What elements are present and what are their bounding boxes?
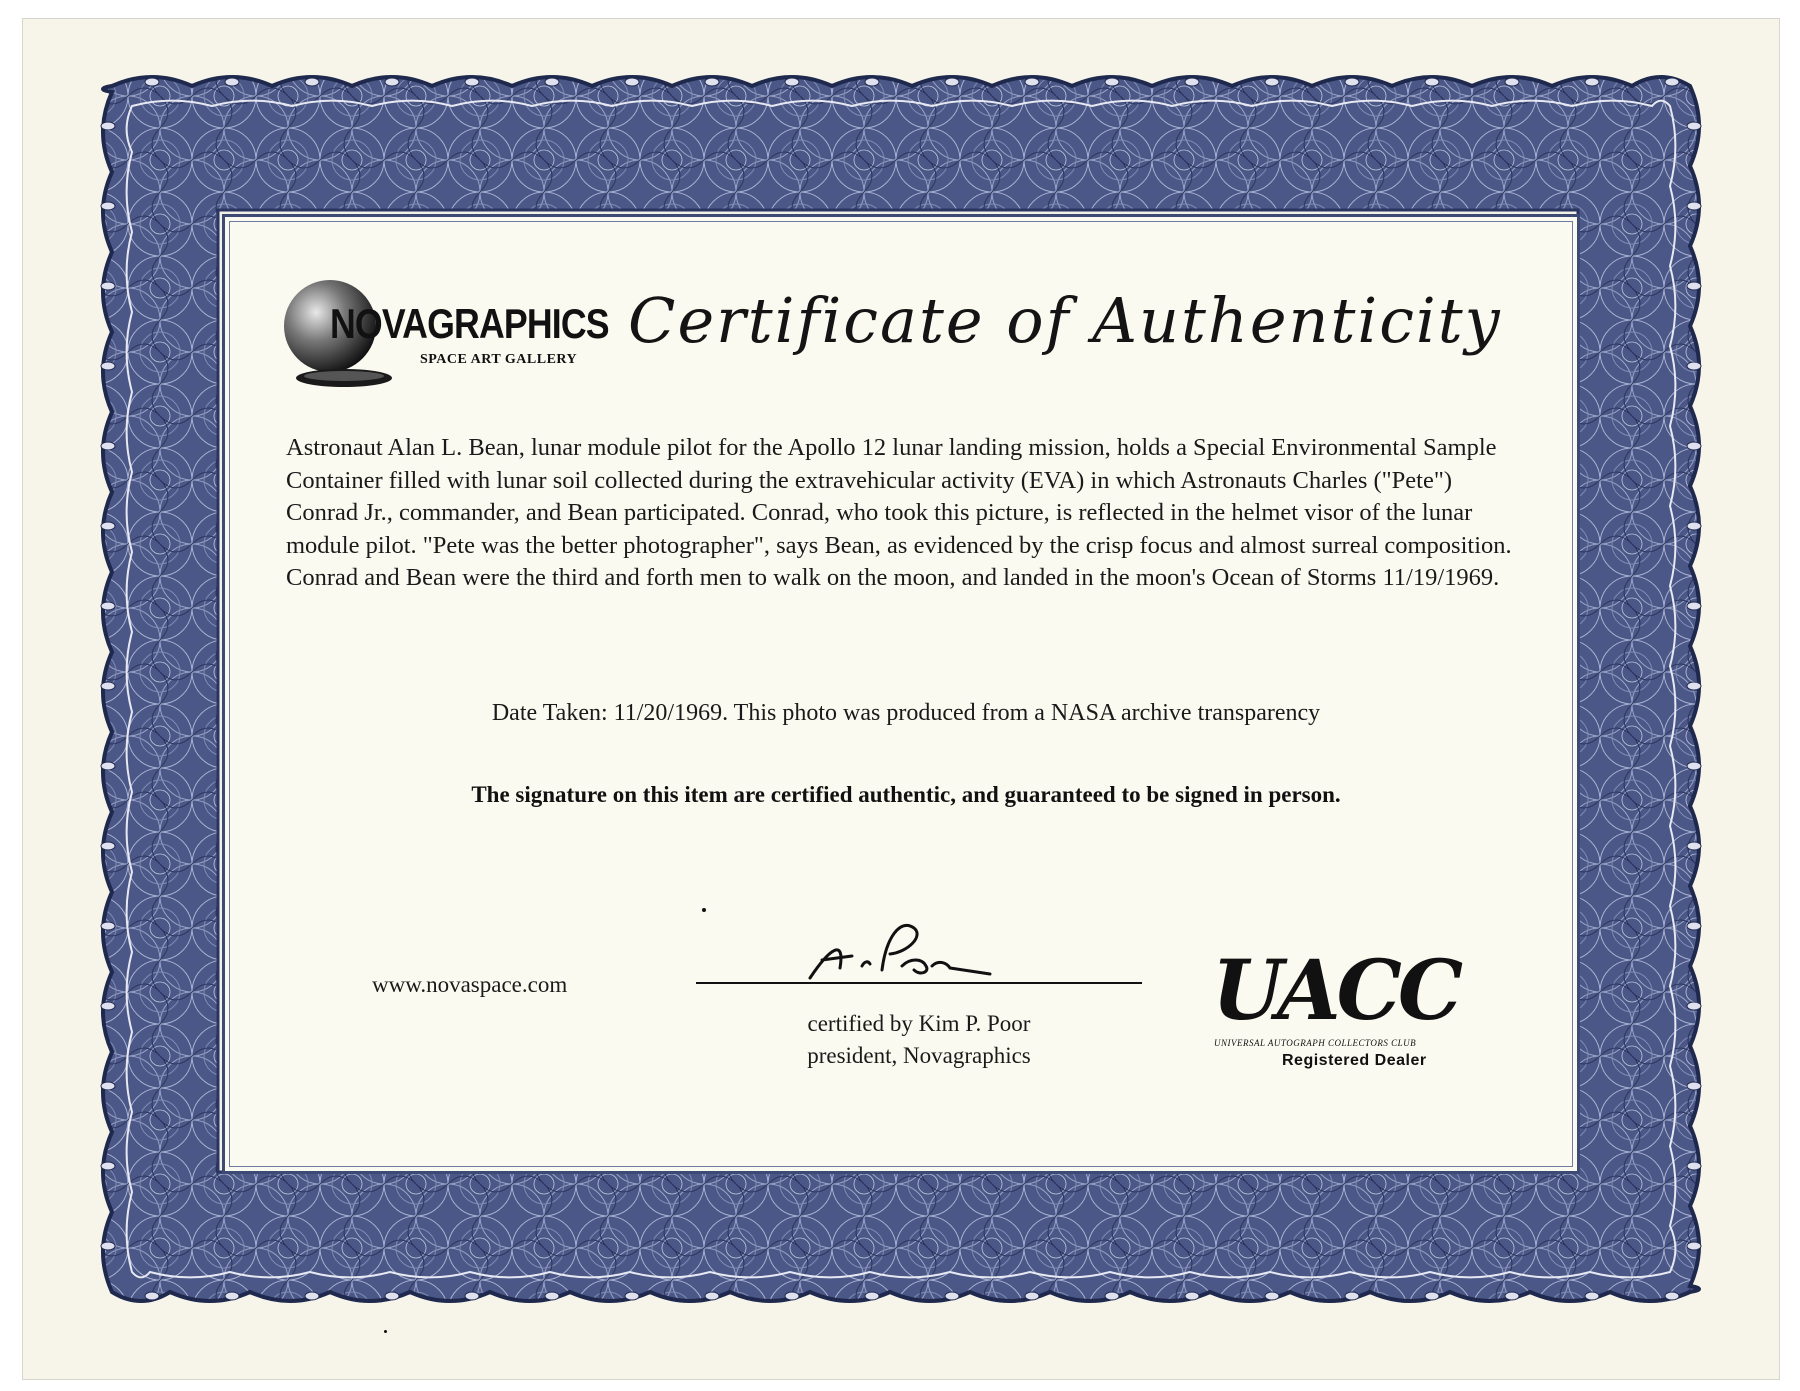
- website-text: www.novaspace.com: [372, 972, 568, 997]
- border-bead: [865, 1292, 879, 1300]
- border-bead: [945, 1292, 959, 1300]
- border-bead: [1105, 78, 1119, 86]
- handwritten-signature: [790, 908, 1030, 1000]
- border-bead: [101, 762, 115, 770]
- border-bead: [1025, 1292, 1039, 1300]
- border-bead: [1585, 1292, 1599, 1300]
- ink-speck: [384, 1330, 387, 1333]
- registered-dealer-label: Registered Dealer: [1282, 1052, 1427, 1069]
- description-paragraph: Astronaut Alan L. Bean, lunar module pilot for the Apollo 12 lunar landing mission, holds a Special Environmental Sample Container filled with lunar soil collected during the extravehicular activity (EVA) in which Astronauts Charles ("Pete") Conrad Jr., commander, and Bean participated. Conrad, who took this picture, is reflected in the helmet visor of the lunar module pilot. "Pete was the better photographer", says Bean, as evidenced by the crisp focus and almost surreal composition. Conrad and Bean were the third and forth men to walk on the moon, and landed in the moon's Ocean of Storms 11/19/1969.: [286, 434, 1512, 592]
- border-bead: [101, 442, 115, 450]
- border-bead: [1687, 1082, 1701, 1090]
- border-bead: [1687, 602, 1701, 610]
- certificate-title: Certificate of Authenticity: [628, 284, 1502, 357]
- border-bead: [101, 1162, 115, 1170]
- logo-subtitle: SPACE ART GALLERY: [420, 352, 578, 367]
- certifier-block: [696, 1008, 1142, 1072]
- border-bead: [785, 78, 799, 86]
- logo-name: NOVAGRAPHICS: [330, 300, 609, 347]
- border-bead: [101, 362, 115, 370]
- border-bead: [465, 78, 479, 86]
- border-bead: [225, 1292, 239, 1300]
- border-bead: [1265, 1292, 1279, 1300]
- border-bead: [785, 1292, 799, 1300]
- uacc-logo: UACC: [1212, 943, 1460, 1039]
- border-bead: [101, 122, 115, 130]
- border-bead: [1265, 78, 1279, 86]
- certifier-title: president, Novagraphics: [807, 1043, 1031, 1068]
- border-bead: [705, 78, 719, 86]
- border-bead: [1687, 682, 1701, 690]
- border-bead: [1185, 1292, 1199, 1300]
- border-bead: [145, 78, 159, 86]
- border-bead: [1345, 1292, 1359, 1300]
- border-bead: [1687, 1002, 1701, 1010]
- border-bead: [1687, 1242, 1701, 1250]
- border-bead: [305, 1292, 319, 1300]
- border-bead: [1425, 78, 1439, 86]
- border-bead: [101, 922, 115, 930]
- border-bead: [545, 78, 559, 86]
- border-bead: [1665, 1292, 1679, 1300]
- border-bead: [1505, 78, 1519, 86]
- border-bead: [1665, 78, 1679, 86]
- border-bead: [1025, 78, 1039, 86]
- certifier-name: certified by Kim P. Poor: [807, 1011, 1031, 1036]
- border-bead: [625, 78, 639, 86]
- border-bead: [1687, 922, 1701, 930]
- border-bead: [101, 282, 115, 290]
- border-bead: [101, 1002, 115, 1010]
- border-bead: [1185, 78, 1199, 86]
- border-bead: [1687, 1162, 1701, 1170]
- border-bead: [1687, 762, 1701, 770]
- border-bead: [1687, 362, 1701, 370]
- ink-speck: [702, 908, 706, 912]
- border-bead: [1687, 442, 1701, 450]
- border-bead: [305, 78, 319, 86]
- border-bead: [101, 842, 115, 850]
- border-bead: [945, 78, 959, 86]
- border-bead: [1687, 842, 1701, 850]
- border-bead: [225, 78, 239, 86]
- border-bead: [101, 1082, 115, 1090]
- border-bead: [625, 1292, 639, 1300]
- border-bead: [101, 1242, 115, 1250]
- border-bead: [145, 1292, 159, 1300]
- border-bead: [1505, 1292, 1519, 1300]
- border-bead: [545, 1292, 559, 1300]
- border-bead: [705, 1292, 719, 1300]
- border-bead: [1105, 1292, 1119, 1300]
- border-bead: [101, 202, 115, 210]
- border-bead: [1687, 522, 1701, 530]
- border-bead: [101, 522, 115, 530]
- authenticity-guarantee: The signature on this item are certified authentic, and guaranteed to be signed in person.: [471, 782, 1341, 807]
- border-bead: [1585, 78, 1599, 86]
- border-bead: [1687, 282, 1701, 290]
- border-bead: [1687, 122, 1701, 130]
- border-bead: [101, 602, 115, 610]
- uacc-club-name: UNIVERSAL AUTOGRAPH COLLECTORS CLUB: [1214, 1038, 1417, 1048]
- border-bead: [1425, 1292, 1439, 1300]
- border-bead: [865, 78, 879, 86]
- signature-line: [696, 982, 1142, 984]
- border-bead: [385, 1292, 399, 1300]
- border-bead: [1345, 78, 1359, 86]
- border-bead: [1687, 202, 1701, 210]
- border-bead: [385, 78, 399, 86]
- border-bead: [101, 682, 115, 690]
- border-bead: [465, 1292, 479, 1300]
- date-taken-line: Date Taken: 11/20/1969. This photo was produced from a NASA archive transparency: [491, 700, 1321, 726]
